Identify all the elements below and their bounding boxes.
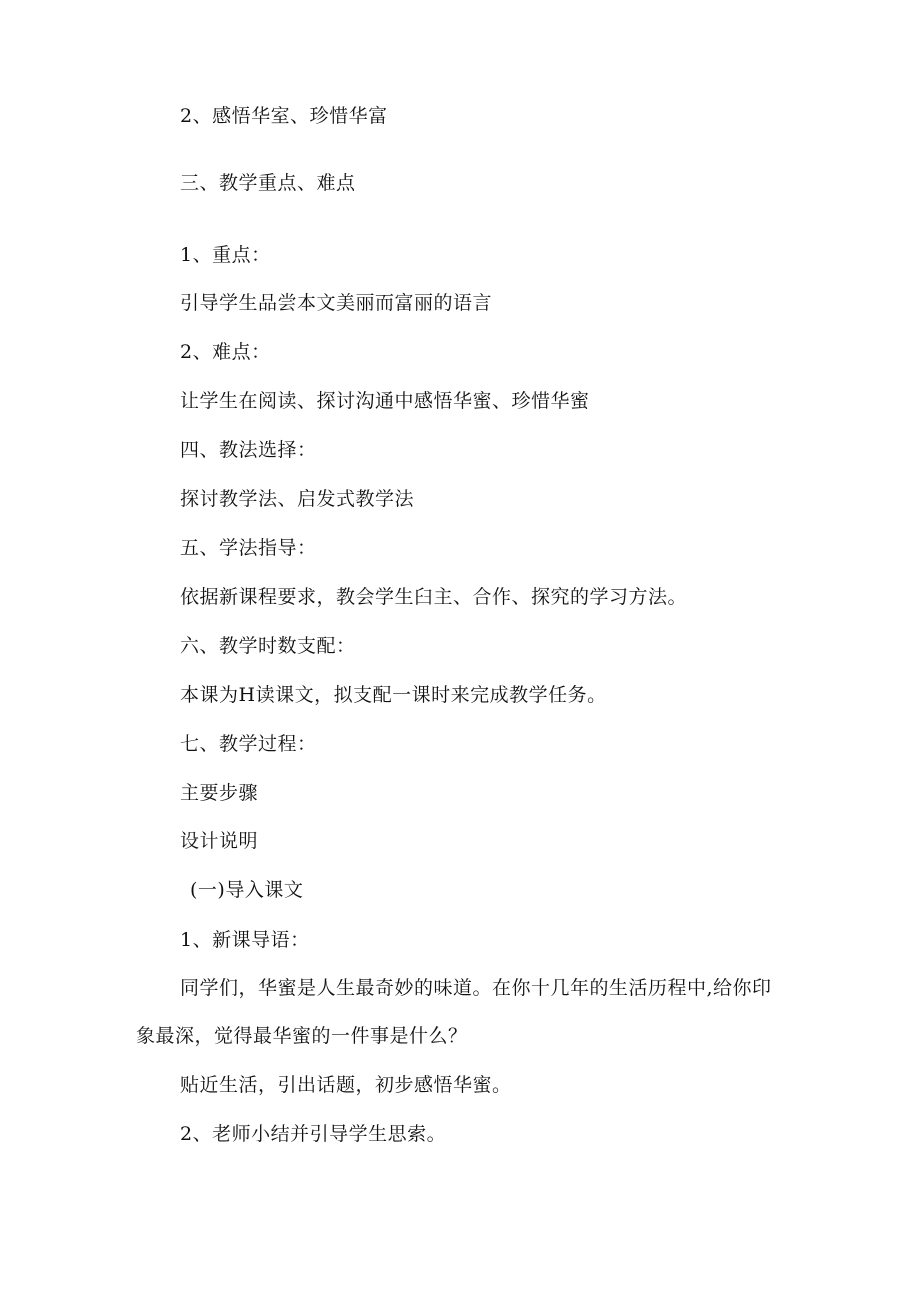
- text-line-design-notes: 设计说明: [180, 830, 259, 852]
- text-line-key-point: 引导学生品尝本文美丽而富丽的语言: [180, 292, 493, 314]
- section-heading-7: 七、教学过程：: [180, 733, 317, 755]
- section-heading-4: 四、教法选择：: [180, 439, 317, 461]
- text-line-class-hours: 本课为H读课文，拟支配一课时来完成教学任务。: [180, 684, 607, 706]
- text-line-study-guidance: 依据新课程要求，教会学生臼主、合作、探究的学习方法。: [180, 586, 688, 608]
- text-line-life-connection: 贴近生活，引出话题，初步感悟华蜜。: [180, 1074, 512, 1096]
- text-line-main-steps: 主要步骤: [180, 782, 259, 804]
- text-line-teaching-methods: 探讨教学法、启发式教学法: [180, 488, 415, 510]
- subheading-difficult-point: 2、难点：: [180, 341, 271, 363]
- subheading-key-point: 1、重点：: [180, 244, 271, 266]
- paragraph-intro: 同学们，华蜜是人生最奇妙的味道。在你十几年的生活历程中,给你印象最深，觉得最华蜜的一件事是什么？: [136, 977, 772, 1047]
- subsection-heading-1: (一)导入课文: [190, 879, 304, 901]
- subheading-intro: 1、新课导语：: [180, 929, 310, 951]
- section-heading-5: 五、学法指导：: [180, 537, 317, 559]
- text-line-1: 2、感悟华室、珍惜华富: [180, 105, 388, 127]
- subheading-teacher-summary: 2、老师小结并引导学生思索。: [180, 1123, 447, 1145]
- section-heading-6: 六、教学时数支配：: [180, 635, 356, 657]
- text-line-difficult-point: 让学生在阅读、探讨沟通中感悟华蜜、珍惜华蜜: [180, 390, 590, 412]
- section-heading-3: 三、教学重点、难点: [180, 172, 356, 194]
